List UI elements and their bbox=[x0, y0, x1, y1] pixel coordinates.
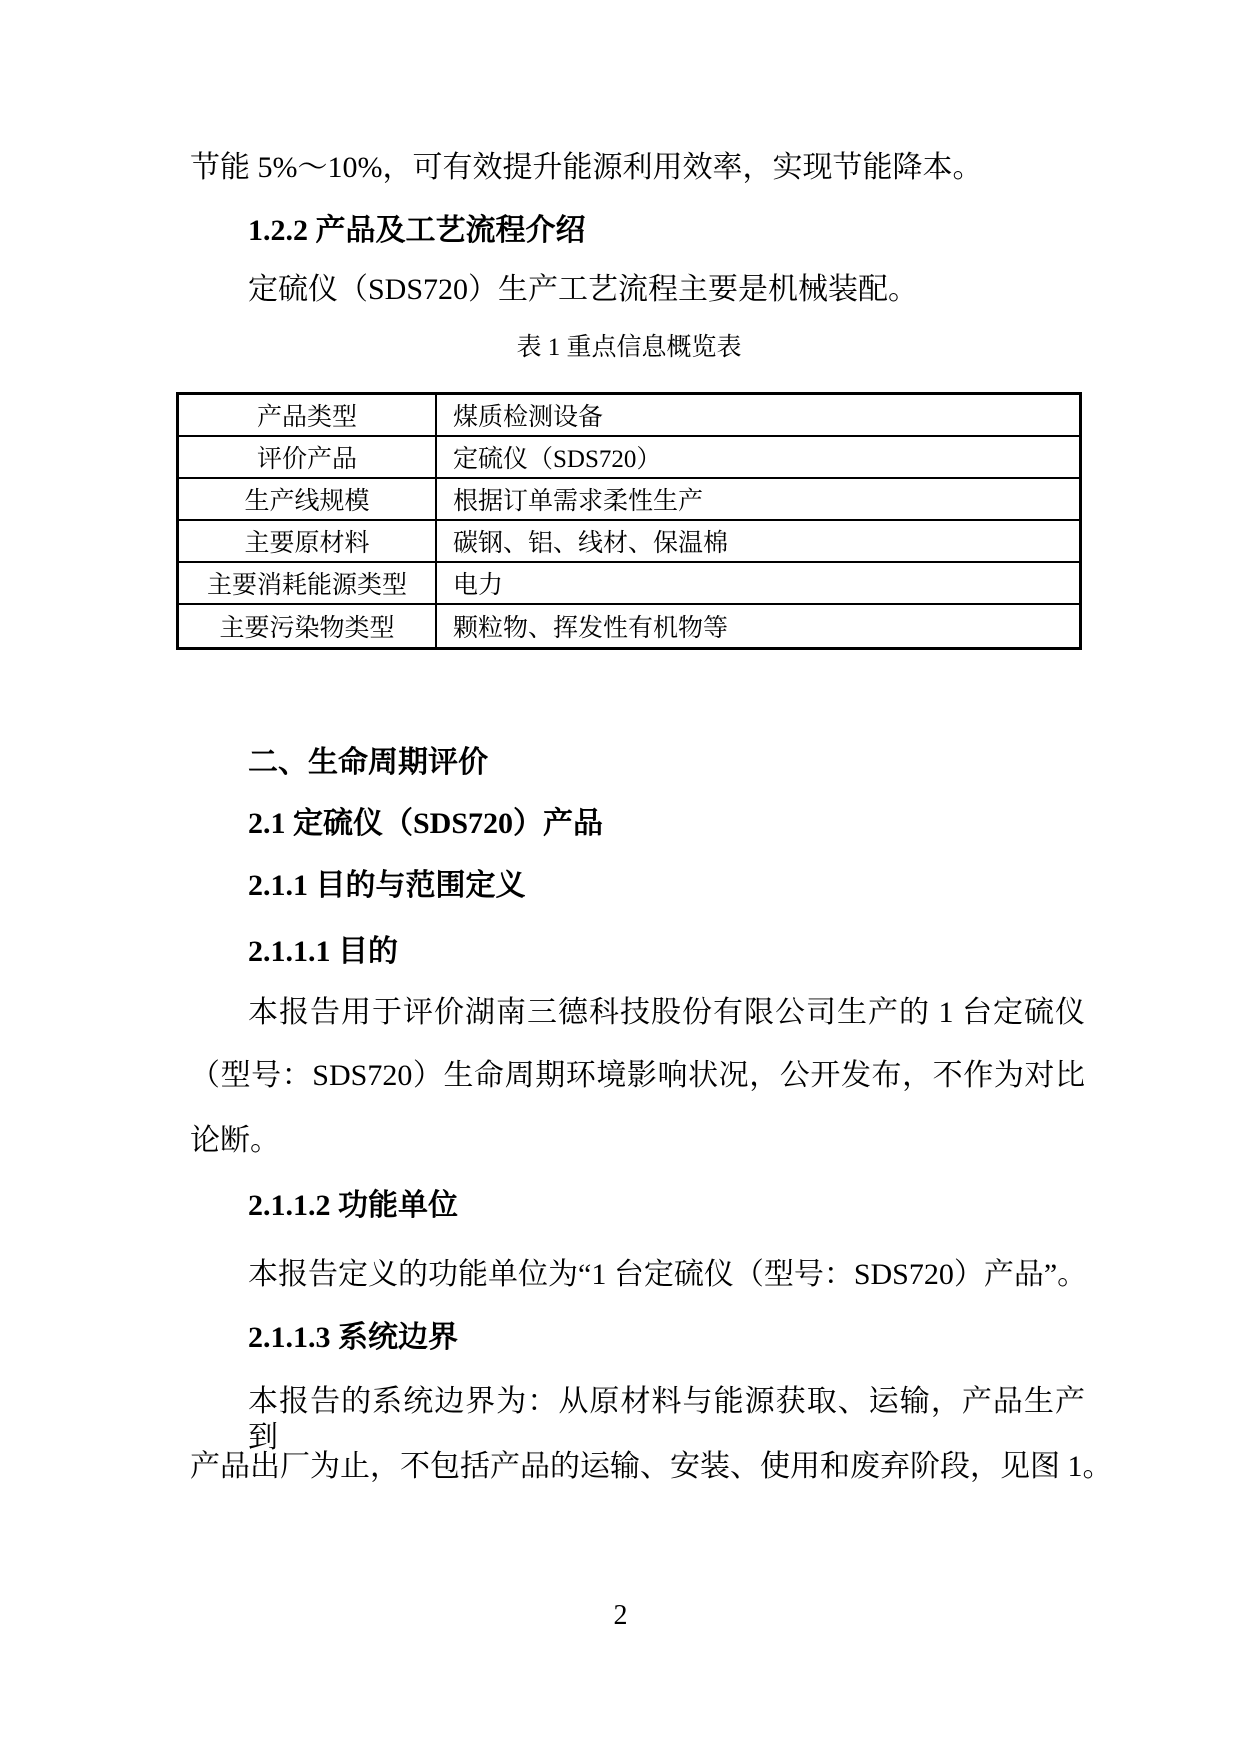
table-row-value: 煤质检测设备 bbox=[453, 404, 604, 431]
table-row-value: 定硫仪（SDS720） bbox=[453, 446, 662, 473]
paragraph-process-intro: 定硫仪（SDS720）生产工艺流程主要是机械装配。 bbox=[248, 273, 919, 306]
paragraph-purpose-line1: 本报告用于评价湖南三德科技股份有限公司生产的 1 台定硫仪 bbox=[248, 996, 1085, 1029]
table-row-label: 产品类型 bbox=[179, 395, 437, 435]
table-row-label: 主要消耗能源类型 bbox=[179, 563, 437, 603]
table-row bbox=[179, 395, 1079, 437]
paragraph-boundary-line1: 本报告的系统边界为：从原材料与能源获取、运输，产品生产到 bbox=[248, 1385, 1085, 1454]
table-row bbox=[179, 563, 1079, 605]
table-row-label: 生产线规模 bbox=[179, 479, 437, 519]
heading-2-1-1-3: 2.1.1.3 系统边界 bbox=[248, 1321, 458, 1354]
table-row-value: 碳钢、铝、线材、保温棉 bbox=[453, 530, 729, 557]
heading-2-1-1-2: 2.1.1.2 功能单位 bbox=[248, 1189, 458, 1222]
page-number: 2 bbox=[613, 1600, 628, 1631]
table-row-label: 评价产品 bbox=[179, 437, 437, 477]
table-row bbox=[179, 521, 1079, 563]
table-row bbox=[179, 437, 1079, 479]
heading-2-1-1-1: 2.1.1.1 目的 bbox=[248, 935, 398, 968]
paragraph-purpose-line3: 论断。 bbox=[190, 1124, 280, 1157]
table-caption: 表 1 重点信息概览表 bbox=[516, 334, 742, 361]
heading-1-2-2: 1.2.2 产品及工艺流程介绍 bbox=[248, 214, 586, 247]
paragraph-continuation-line: 节能 5%～10%，可有效提升能源利用效率，实现节能降本。 bbox=[190, 151, 983, 184]
table-row-value: 根据订单需求柔性生产 bbox=[453, 488, 704, 515]
table-row-label: 主要原材料 bbox=[179, 521, 437, 561]
key-info-table bbox=[176, 392, 1082, 650]
table-row bbox=[179, 605, 1079, 647]
paragraph-purpose-line2: （型号：SDS720）生命周期环境影响状况，公开发布，不作为对比 bbox=[190, 1059, 1085, 1092]
paragraph-functional-unit: 本报告定义的功能单位为“1 台定硫仪（型号：SDS720）产品”。 bbox=[248, 1258, 1088, 1291]
paragraph-boundary-line2: 产品出厂为止，不包括产品的运输、安装、使用和废弃阶段，见图 1。 bbox=[190, 1450, 1113, 1483]
table-row bbox=[179, 479, 1079, 521]
heading-chapter-2: 二、生命周期评价 bbox=[248, 746, 488, 779]
table-row-value: 电力 bbox=[453, 572, 504, 599]
heading-2-1: 2.1 定硫仪（SDS720）产品 bbox=[248, 807, 604, 840]
table-row-value: 颗粒物、挥发性有机物等 bbox=[453, 615, 729, 642]
heading-2-1-1: 2.1.1 目的与范围定义 bbox=[248, 869, 526, 902]
table-row-label: 主要污染物类型 bbox=[179, 605, 437, 647]
